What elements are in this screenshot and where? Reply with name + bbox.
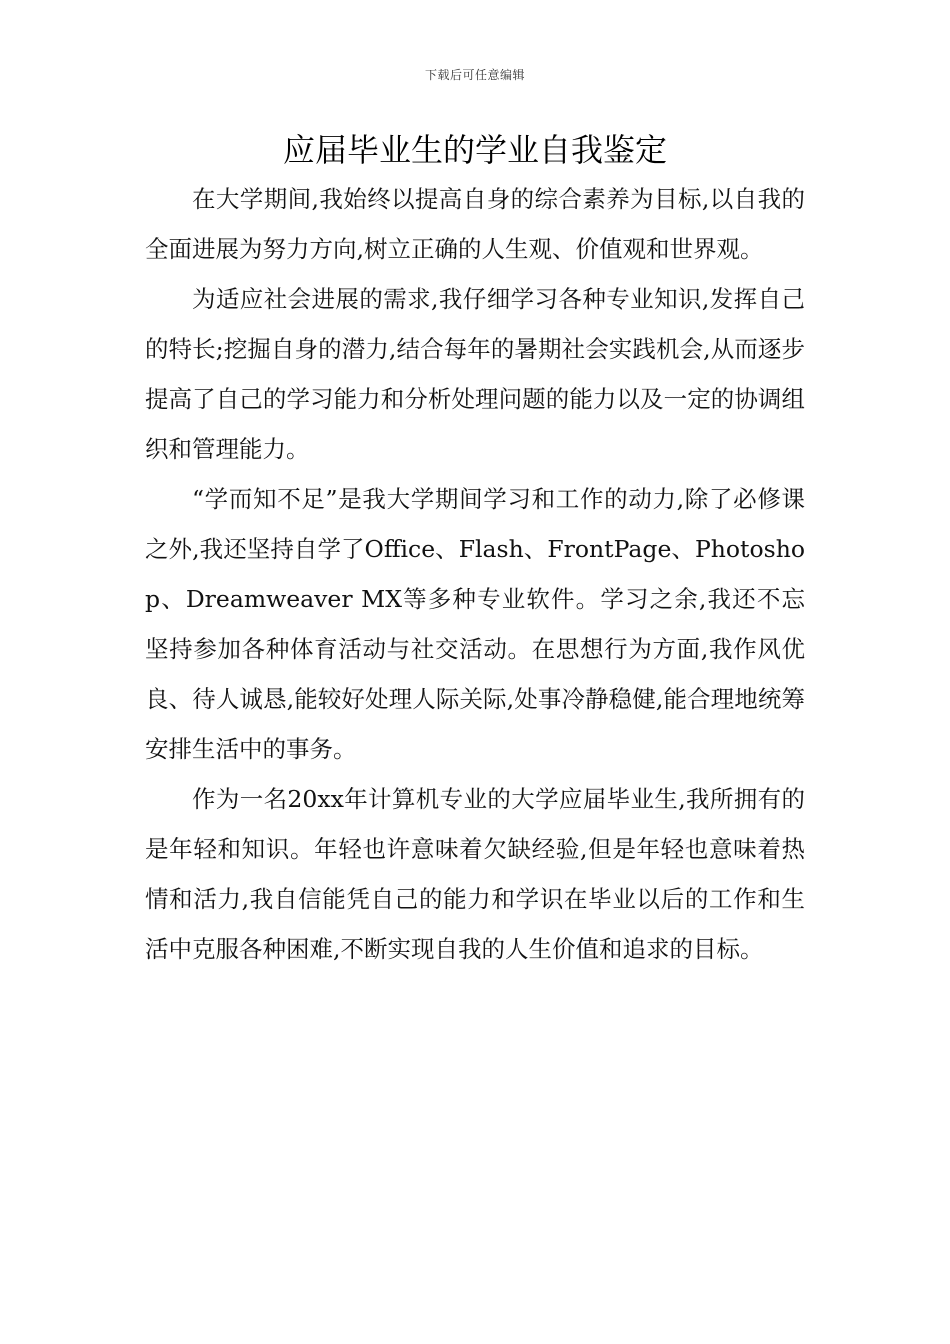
- document-body: [145, 174, 805, 974]
- paragraph-4: 作为一名20xx年计算机专业的大学应届毕业生,我所拥有的是年轻和知识。年轻也许意味着欠缺经验,但是年轻也意味着热情和活力,我自信能凭自己的能力和学识在毕业以后的工作和生活中克服各种困难,不断实现自我的人生价值和追求的目标。: [145, 785, 805, 963]
- paragraph-2: 为适应社会进展的需求,我仔细学习各种专业知识,发挥自己的特长;挖掘自身的潜力,结合每年的暑期社会实践机会,从而逐步提高了自己的学习能力和分析处理问题的能力以及一定的协调组织和管理能力。: [145, 285, 805, 463]
- paragraph-1: 在大学期间,我始终以提高自身的综合素养为目标,以自我的全面进展为努力方向,树立正确的人生观、价值观和世界观。: [145, 185, 805, 263]
- header-note: 下载后可任意编辑: [424, 68, 525, 82]
- document-title: 应届毕业生的学业自我鉴定: [282, 131, 667, 169]
- paragraph-3: “学而知不足”是我大学期间学习和工作的动力,除了必修课之外,我还坚持自学了Office、Flash、FrontPage、Photoshop、Dreamweaver MX等多种专业软件。学习之余,我还不忘坚持参加各种体育活动与社交活动。在思想行为方面,我作风优良、待人诚恳,能较好处理人际关际,处事冷静稳健,能合理地统筹安排生活中的事务。: [145, 485, 805, 763]
